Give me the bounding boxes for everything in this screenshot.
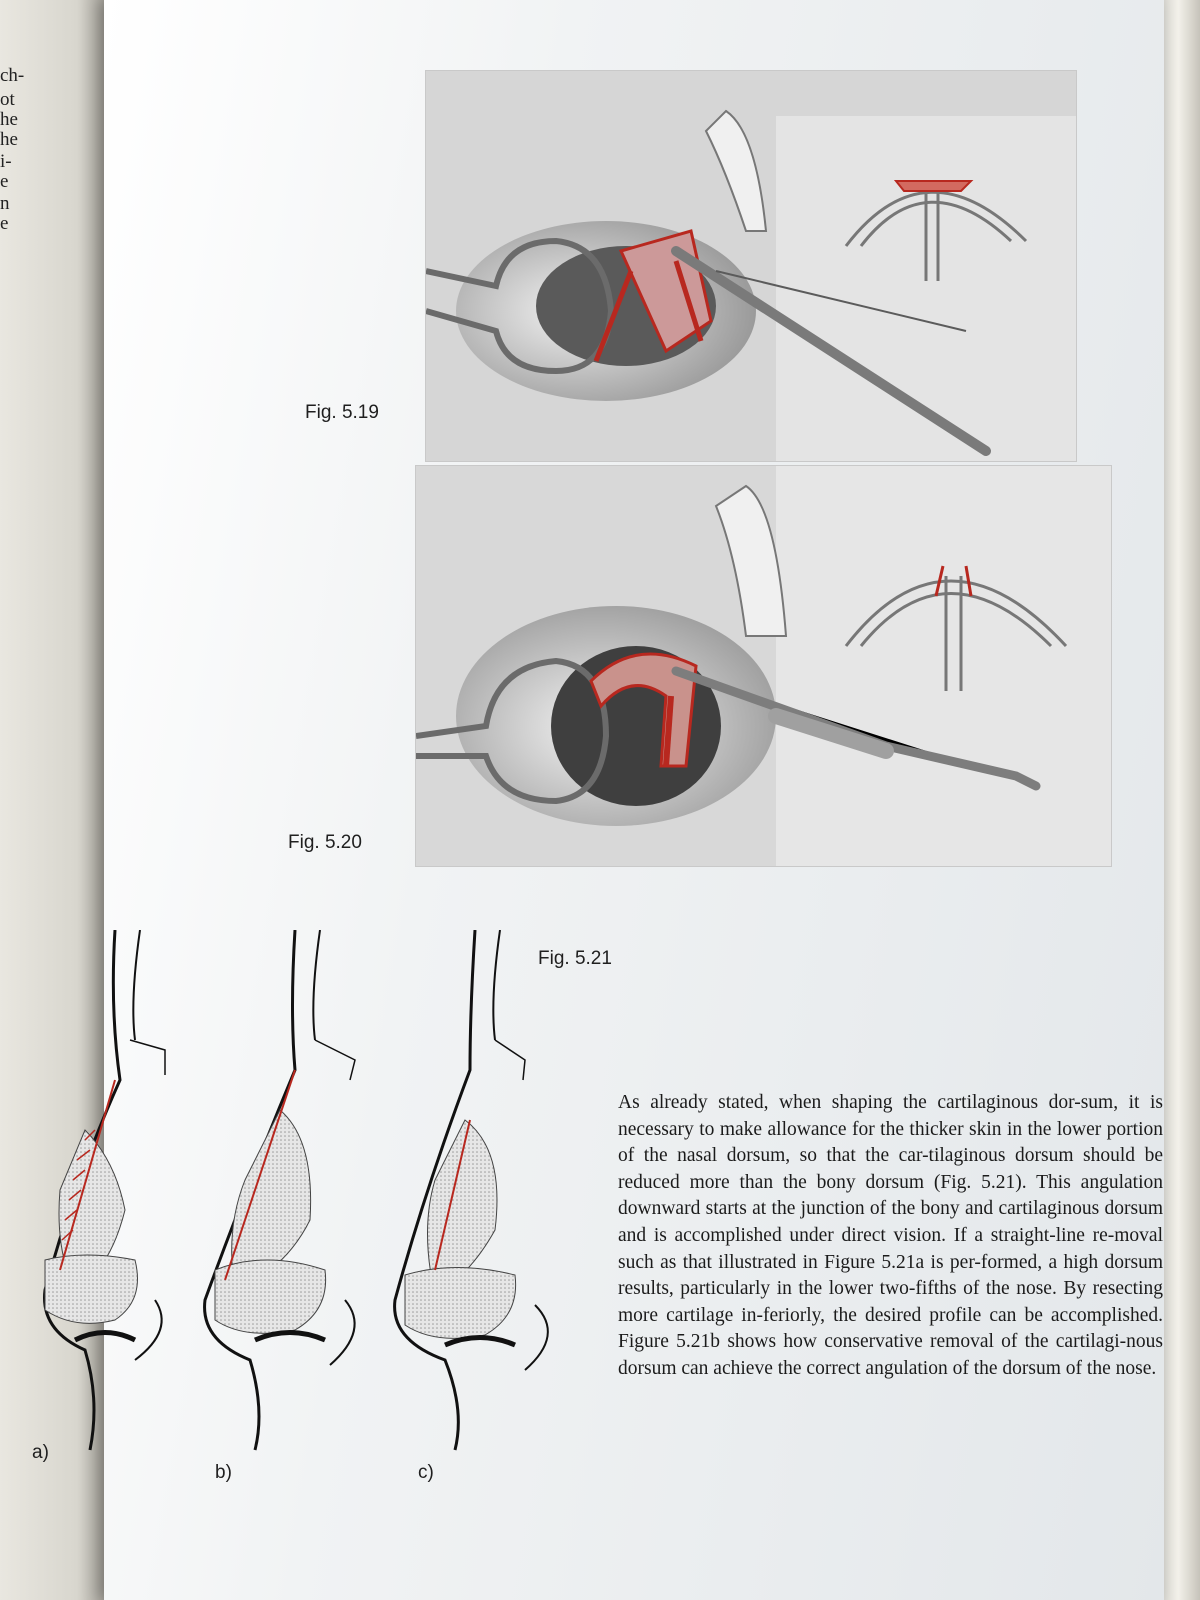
page-stack-edge bbox=[1164, 0, 1200, 1600]
nose-profile-a bbox=[45, 930, 166, 1450]
figure-5-19-illustration bbox=[425, 70, 1077, 462]
left-page-fragment: ch- bbox=[0, 65, 25, 86]
nose-profile-c bbox=[395, 930, 548, 1450]
left-page-fragment: n bbox=[0, 193, 10, 214]
nose-profile-b bbox=[205, 930, 355, 1450]
left-page-fragment: i- bbox=[0, 151, 12, 172]
figure-5-19-caption: Fig. 5.19 bbox=[305, 402, 379, 423]
left-page-fragment: he bbox=[0, 109, 18, 130]
figure-5-20-illustration bbox=[415, 465, 1112, 867]
figure-5-21-label-b: b) bbox=[215, 1462, 232, 1483]
figure-5-21-illustration bbox=[15, 930, 595, 1490]
figure-5-21-caption: Fig. 5.21 bbox=[538, 948, 612, 969]
figure-5-20-caption: Fig. 5.20 bbox=[288, 832, 362, 853]
body-paragraph: As already stated, when shaping the cartilaginous dor-sum, it is necessary to make allowance for the thicker skin in the lower portion of the nasal dorsum, so that the car-tilaginous dorsum should be reduced more than the bony dorsum (Fig. 5.21). This angulation downward starts at the junction of the bony and cartilaginous dorsum and is accomplished under direct vision. If a straight-line re-moval such as that illustrated in Figure 5.21a is per-formed, a high dorsum results, particularly in the lower two-fifths of the nose. By resecting more cartilage in-feriorly, the desired profile can be accomplished. Figure 5.21b shows how conservative removal of the cartilagi-nous dorsum can achieve the correct angulation of the dorsum of the nose. bbox=[618, 1092, 1163, 1379]
left-page-fragment: ot bbox=[0, 89, 15, 110]
left-page-fragment: he bbox=[0, 129, 18, 150]
left-page-fragment: e bbox=[0, 171, 9, 192]
figure-5-21-label-c: c) bbox=[418, 1462, 434, 1483]
left-page-fragment: e bbox=[0, 213, 9, 234]
figure-5-21-label-a: a) bbox=[32, 1442, 49, 1463]
